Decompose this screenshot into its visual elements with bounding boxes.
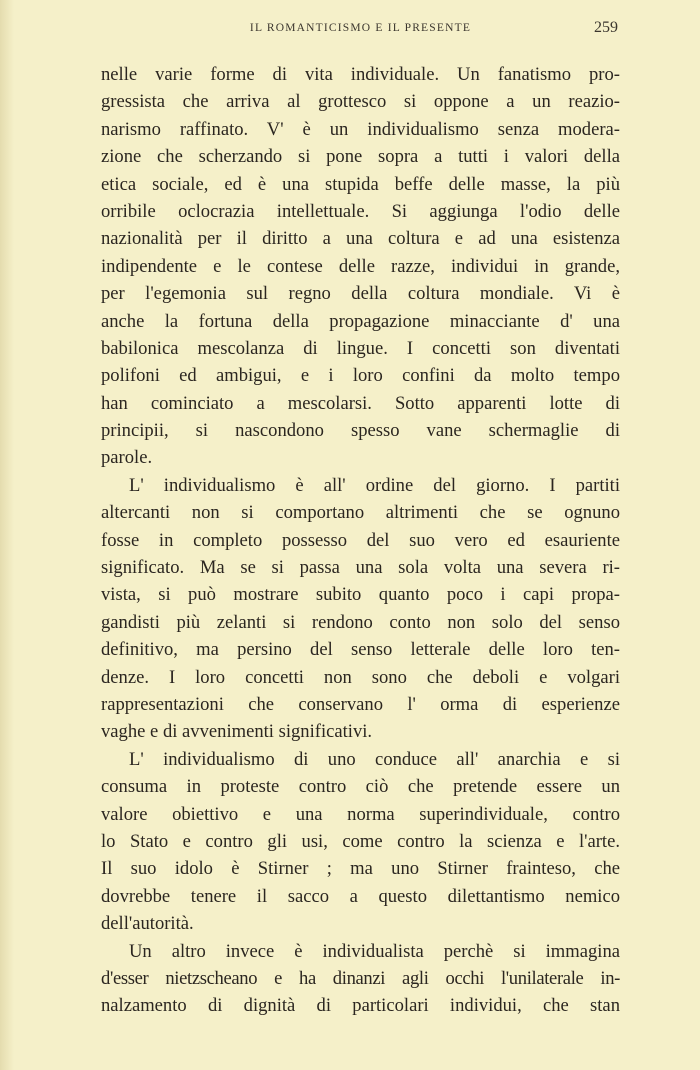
text-line: gandisti più zelanti si rendono conto non solo del senso: [101, 611, 620, 633]
text-line: denze. I loro concetti non sono che deboli e volgari: [101, 666, 620, 688]
page-edge-shadow: [0, 0, 14, 1070]
text-line: anche la fortuna della propagazione minacciante d' una: [101, 310, 620, 332]
text-line: principii, si nascondono spesso vane schermaglie di: [101, 420, 620, 442]
text-line: vaghe e di avvenimenti significativi.: [101, 721, 373, 743]
text-line: d'esser nietzscheano e ha dinanzi agli occhi l'unilaterale in-: [101, 967, 620, 989]
text-line: rappresentazioni che conservano l' orma di esperienze: [101, 693, 620, 715]
paragraph: [101, 938, 620, 1020]
text-line: han cominciato a mescolarsi. Sotto apparenti lotte di: [101, 392, 620, 414]
text-line: indipendente e le contese delle razze, individui in grande,: [101, 255, 620, 277]
text-line: gressista che arriva al grottesco si oppone a un reazio-: [101, 91, 620, 113]
text-line: orribile oclocrazia intellettuale. Si aggiunga l'odio delle: [101, 200, 620, 222]
text-line: dovrebbe tenere il sacco a questo dilettantismo nemico: [101, 885, 620, 907]
text-line: vista, si può mostrare subito quanto poco i capi propa-: [101, 584, 620, 606]
text-line: valore obiettivo e una norma superindividuale, contro: [101, 803, 620, 825]
text-line: definitivo, ma persino del senso letterale delle loro ten-: [101, 639, 620, 661]
text-line: significato. Ma se si passa una sola volta una severa ri-: [101, 557, 620, 579]
paragraph: [101, 746, 620, 938]
text-line: per l'egemonia sul regno della coltura mondiale. Vi è: [101, 283, 620, 305]
text-line: zione che scherzando si pone sopra a tutti i valori della: [101, 146, 620, 168]
text-line: nalzamento di dignità di particolari individui, che stan: [101, 995, 620, 1017]
text-line: parole.: [101, 447, 153, 469]
text-line: dell'autorità.: [101, 913, 194, 935]
paragraph: [101, 472, 620, 746]
running-head: [101, 19, 620, 39]
text-line: consuma in proteste contro ciò che pretende essere un: [101, 776, 620, 798]
body-text: [101, 61, 620, 1020]
text-line: L' individualismo è all' ordine del giorno. I partiti: [129, 474, 620, 496]
text-line: altercanti non si comportano altrimenti che se ognuno: [101, 502, 620, 524]
text-line: narismo raffinato. V' è un individualismo senza modera-: [101, 118, 620, 140]
text-line: fosse in completo possesso del suo vero ed esauriente: [101, 529, 620, 551]
text-line: babilonica mescolanza di lingue. I concetti son diventati: [101, 337, 620, 359]
paragraph: [101, 61, 620, 472]
text-line: lo Stato e contro gli usi, come contro la scienza e l'arte.: [101, 830, 620, 852]
text-line: etica sociale, ed è una stupida beffe delle masse, la più: [101, 173, 620, 195]
text-line: nelle varie forme di vita individuale. Un fanatismo pro-: [101, 64, 620, 85]
text-line: L' individualismo di uno conduce all' anarchia e si: [129, 748, 620, 770]
text-line: nazionalità per il diritto a una coltura e ad una esistenza: [101, 228, 620, 250]
text-line: polifoni ed ambigui, e i loro confini da molto tempo: [101, 365, 620, 387]
text-line: Un altro invece è individualista perchè si immagina: [129, 940, 620, 962]
running-title: IL ROMANTICISMO E IL PRESENTE: [249, 22, 472, 34]
text-line: Il suo idolo è Stirner ; ma uno Stirner frainteso, che: [101, 858, 620, 880]
page-number: 259: [594, 19, 618, 36]
